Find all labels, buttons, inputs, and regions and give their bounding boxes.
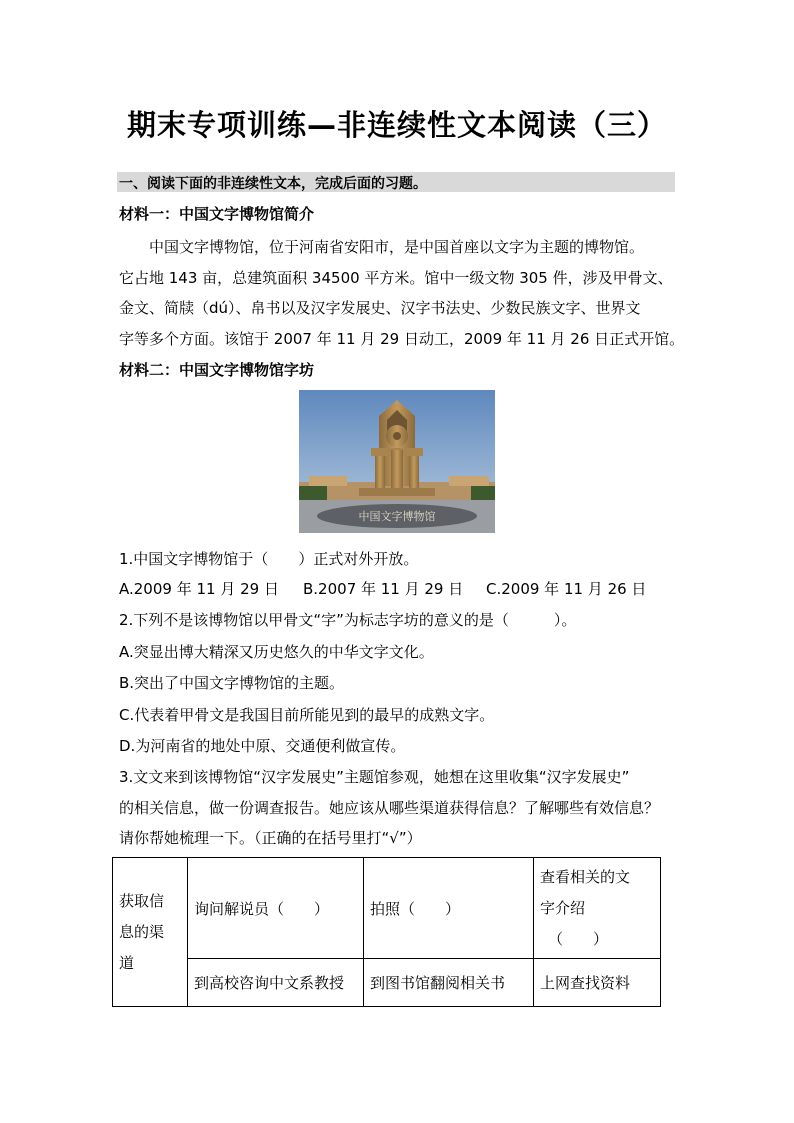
- page-title: 期末专项训练—非连续性文本阅读（三）: [126, 108, 667, 142]
- q2-option-d[interactable]: D.为河南省的地处中原、交通便利做宣传。: [119, 737, 406, 755]
- material2-heading: 材料二：中国文字博物馆字坊: [119, 361, 315, 379]
- table-cell-library[interactable]: 到图书馆翻阅相关书: [364, 959, 534, 1007]
- table-cell-ask-guide[interactable]: 询问解说员（ ）: [188, 858, 364, 959]
- material1-line: 金文、简牍（dú）、帛书以及汉字发展史、汉字书法史、少数民族文字、世界文: [119, 299, 641, 317]
- q1-option-a[interactable]: A.2009 年 11 月 29 日: [119, 580, 279, 598]
- q1-stem: 1.中国文字博物馆于（ ）正式对外开放。: [119, 550, 419, 568]
- table-cell-view-text[interactable]: 查看相关的文 字介绍 （ ）: [534, 858, 661, 959]
- q3-line: 请你帮她梳理一下。（正确的在括号里打“√”）: [119, 829, 422, 847]
- material1-heading: 材料一：中国文字博物馆简介: [119, 205, 315, 223]
- q2-stem: 2.下列不是该博物馆以甲骨文“字”为标志字坊的意义的是（ ）。: [119, 611, 577, 629]
- table-cell-ask-professor[interactable]: 到高校咨询中文系教授: [188, 959, 364, 1007]
- table-cell-photo[interactable]: 拍照（ ）: [364, 858, 534, 959]
- q3-line: 3.文文来到该博物馆“汉字发展史”主题馆参观，她想在这里收集“汉字发展史”: [119, 768, 630, 786]
- q2-option-a[interactable]: A.突显出博大精深又历史悠久的中华文字文化。: [119, 643, 434, 661]
- q2-option-b[interactable]: B.突出了中国文字博物馆的主题。: [119, 674, 345, 692]
- material1-line: 字等多个方面。该馆于 2007 年 11 月 29 日动工，2009 年 11 月 26 日正式开馆。: [119, 330, 685, 348]
- material1-line: 中国文字博物馆，位于河南省安阳市，是中国首座以文字为主题的博物馆。: [149, 238, 645, 256]
- q1-option-b[interactable]: B.2007 年 11 月 29 日: [303, 580, 464, 598]
- q1-option-c[interactable]: C.2009 年 11 月 26 日: [486, 580, 647, 598]
- q2-option-c[interactable]: C.代表着甲骨文是我国目前所能见到的最早的成熟文字。: [119, 706, 495, 724]
- table-cell-online[interactable]: 上网查找资料: [534, 959, 661, 1007]
- q3-line: 的相关信息，做一份调查报告。她应该从哪些渠道获得信息？了解哪些有效信息？: [119, 799, 660, 817]
- section-heading: 一、阅读下面的非连续性文本，完成后面的习题。: [119, 176, 427, 192]
- table-header-cell: 获取信 息的渠 道: [113, 858, 188, 1007]
- info-channels-table: [112, 857, 661, 1007]
- photo-inscription: 中国文字博物馆: [358, 510, 436, 523]
- museum-gate-photo: [299, 390, 495, 533]
- material1-line: 它占地 143 亩，总建筑面积 34500 平方米。馆中一级文物 305 件，涉及甲骨文、: [119, 269, 673, 287]
